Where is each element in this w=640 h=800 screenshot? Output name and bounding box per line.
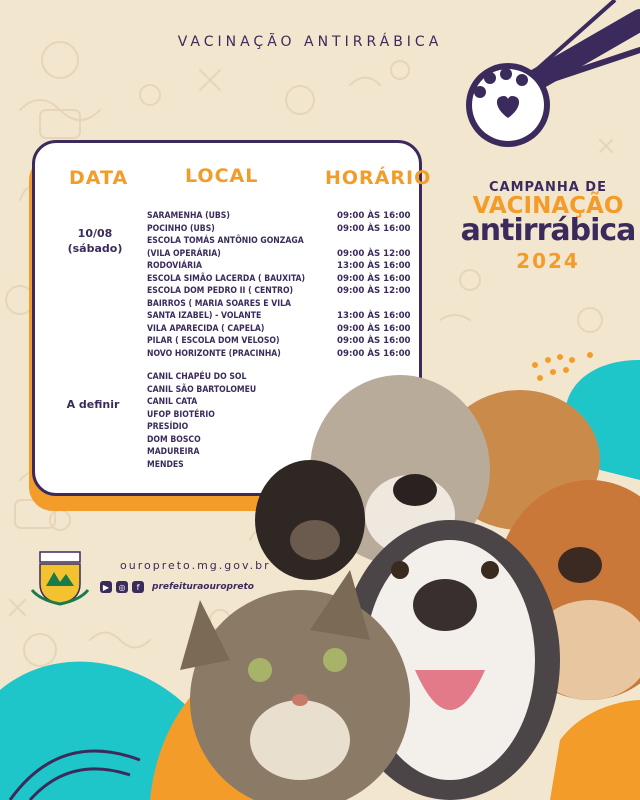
date-weekday: (sábado): [67, 242, 123, 255]
column-header-data: DATA: [69, 167, 129, 189]
time-list-1: [337, 210, 417, 360]
campaign-title: [458, 180, 638, 273]
column-header-horario: HORÁRIO: [325, 167, 432, 189]
time-item: [337, 298, 417, 311]
time-item: 13:00 ÀS 16:00: [337, 311, 411, 321]
youtube-icon[interactable]: ▶: [100, 581, 112, 593]
time-item: 09:00 ÀS 16:00: [337, 223, 411, 234]
campaign-line-1: CAMPANHA DE: [489, 180, 607, 195]
list-item: RODOVIÁRIA: [147, 261, 202, 271]
time-item: 09:00 ÀS 16:00: [337, 348, 411, 359]
time-item: 09:00 ÀS 16:00: [337, 336, 411, 346]
list-item: BAIRROS ( MARIA SOARES E VILA: [147, 298, 292, 309]
list-item: SARAMENHA (UBS): [147, 211, 230, 221]
social-links: [100, 580, 254, 594]
list-item: CANIL CHAPÉU DO SOL: [147, 372, 247, 382]
list-item: SANTA IZABEL) - VOLANTE: [147, 311, 262, 321]
page-title: VACINAÇÃO ANTIRRÁBICA: [177, 34, 443, 50]
time-item: [337, 235, 417, 248]
list-item: NOVO HORIZONTE (PRACINHA): [147, 348, 281, 359]
list-item: CANIL SÃO BARTOLOMEU: [147, 384, 257, 395]
paw-icon: [440, 0, 640, 170]
date-group-1: [55, 226, 135, 256]
list-item: VILA APARECIDA ( CAPELA): [147, 323, 265, 334]
campaign-line-3: antirrábica: [460, 213, 636, 248]
time-item: 09:00 ÀS 16:00: [337, 323, 411, 334]
list-item: UFOP BIOTÉRIO: [147, 409, 215, 420]
list-item: POCINHO (UBS): [147, 223, 215, 234]
date-value: 10/08: [77, 227, 113, 240]
time-item: 13:00 ÀS 16:00: [337, 261, 411, 271]
list-item: (VILA OPERÁRIA): [147, 248, 221, 259]
date-group-2: A definir: [66, 398, 120, 411]
list-item: MENDES: [147, 459, 184, 470]
list-item: DOM BOSCO: [147, 434, 201, 445]
column-header-local: LOCAL: [185, 165, 259, 187]
campaign-year: 2024: [516, 249, 580, 273]
list-item: MADUREIRA: [147, 447, 200, 457]
website-link[interactable]: ouropreto.mg.gov.br: [120, 559, 271, 572]
time-item: 09:00 ÀS 16:00: [337, 273, 411, 284]
campaign-line-2: VACINAÇÃO: [472, 193, 624, 219]
time-item: 09:00 ÀS 12:00: [337, 248, 411, 259]
list-item: ESCOLA DOM PEDRO II ( CENTRO): [147, 286, 294, 296]
social-handle[interactable]: prefeituraouropreto: [152, 582, 254, 592]
list-item: PILAR ( ESCOLA DOM VELOSO): [147, 336, 280, 346]
time-item: 09:00 ÀS 16:00: [337, 211, 411, 221]
list-item: ESCOLA SIMÃO LACERDA ( BAUXITA): [147, 273, 306, 284]
facebook-icon[interactable]: f: [132, 581, 144, 593]
location-list-1: [147, 210, 347, 360]
city-crest-icon: [30, 550, 90, 608]
instagram-icon[interactable]: ◎: [116, 581, 128, 593]
list-item: CANIL CATA: [147, 397, 198, 407]
time-item: 09:00 ÀS 12:00: [337, 286, 411, 296]
list-item: PRESÍDIO: [147, 422, 189, 432]
list-item: ESCOLA TOMÁS ANTÔNIO GONZAGA: [147, 236, 304, 246]
